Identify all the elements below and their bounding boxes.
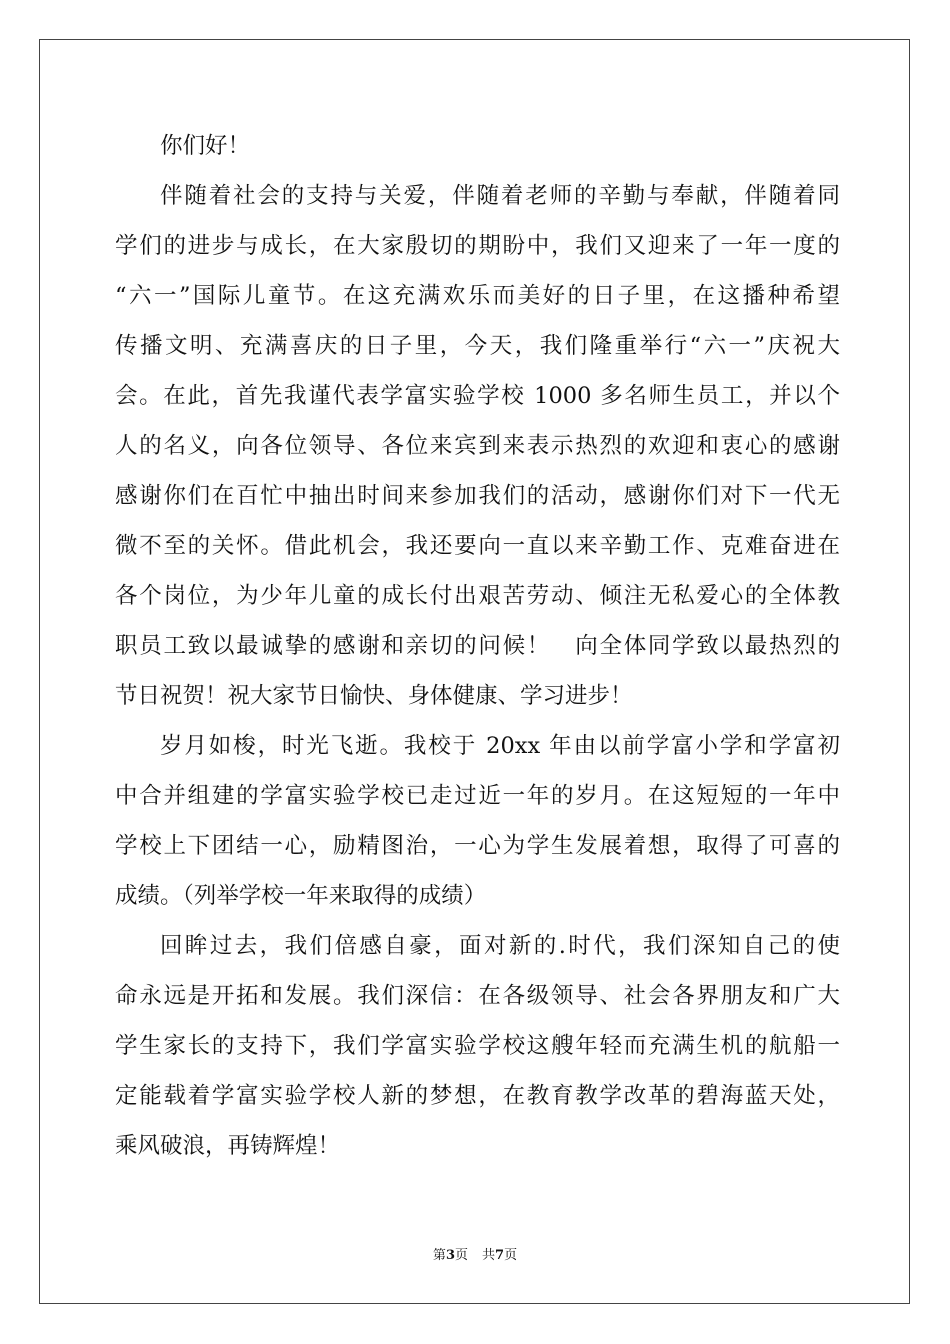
paragraph-2-line-2: 中合并组建的学富实验学校已走过近一年的岁月。在这短短的一年中	[115, 783, 840, 809]
total-prefix: 共	[482, 1248, 496, 1263]
page-footer	[0, 1246, 950, 1266]
greeting-line: 你们好！	[160, 133, 251, 159]
paragraph-3-line-1: 回眸过去，我们倍感自豪，面对新的.时代，我们深知自己的使	[160, 933, 840, 959]
paragraph-1-line-10: 职员工致以最诚挚的感谢和亲切的问候！ 向全体同学致以最热烈的	[115, 633, 840, 659]
paragraph-1-line-5: 会。在此，首先我谨代表学富实验学校 1000 多名师生员工，并以个	[115, 383, 840, 409]
paragraph-1-line-7: 感谢你们在百忙中抽出时间来参加我们的活动，感谢你们对下一代无	[115, 483, 840, 509]
paragraph-3-line-5: 乘风破浪，再铸辉煌！	[115, 1133, 341, 1159]
paragraph-1-line-4: 传播文明、充满喜庆的日子里，今天，我们隆重举行“六一”庆祝大	[115, 333, 840, 359]
total-unit: 页	[504, 1248, 518, 1263]
paragraph-2-line-3: 学校上下团结一心，励精图治，一心为学生发展着想，取得了可喜的	[115, 833, 840, 859]
page-prefix: 第	[432, 1248, 446, 1263]
page-unit: 页	[454, 1248, 468, 1263]
paragraph-2-line-4: 成绩。（列举学校一年来取得的成绩）	[115, 883, 487, 909]
current-page-number: 3	[445, 1248, 455, 1263]
document-body	[115, 121, 840, 1171]
total-page-number: 7	[495, 1248, 505, 1263]
paragraph-1-line-11: 节日祝贺！祝大家节日愉快、身体健康、学习进步！	[115, 683, 633, 709]
paragraph-1-line-6: 人的名义，向各位领导、各位来宾到来表示热烈的欢迎和衷心的感谢	[115, 433, 840, 459]
paragraph-3-line-2: 命永远是开拓和发展。我们深信：在各级领导、社会各界朋友和广大	[115, 983, 840, 1009]
paragraph-2-line-1: 岁月如梭，时光飞逝。我校于 20xx 年由以前学富小学和学富初	[160, 733, 840, 759]
paragraph-1-line-2: 学们的进步与成长，在大家殷切的期盼中，我们又迎来了一年一度的	[115, 233, 840, 259]
paragraph-1-line-8: 微不至的关怀。借此机会，我还要向一直以来辛勤工作、克难奋进在	[115, 533, 840, 559]
paragraph-1-line-9: 各个岗位，为少年儿童的成长付出艰苦劳动、倾注无私爱心的全体教	[115, 583, 840, 609]
paragraph-1-line-3: “六一”国际儿童节。在这充满欢乐而美好的日子里，在这播种希望	[115, 283, 840, 309]
paragraph-3-line-4: 定能载着学富实验学校人新的梦想，在教育教学改革的碧海蓝天处，	[115, 1083, 840, 1109]
paragraph-1-line-1: 伴随着社会的支持与关爱，伴随着老师的辛勤与奉献，伴随着同	[160, 183, 840, 209]
paragraph-3-line-3: 学生家长的支持下，我们学富实验学校这艘年轻而充满生机的航船一	[115, 1033, 840, 1059]
